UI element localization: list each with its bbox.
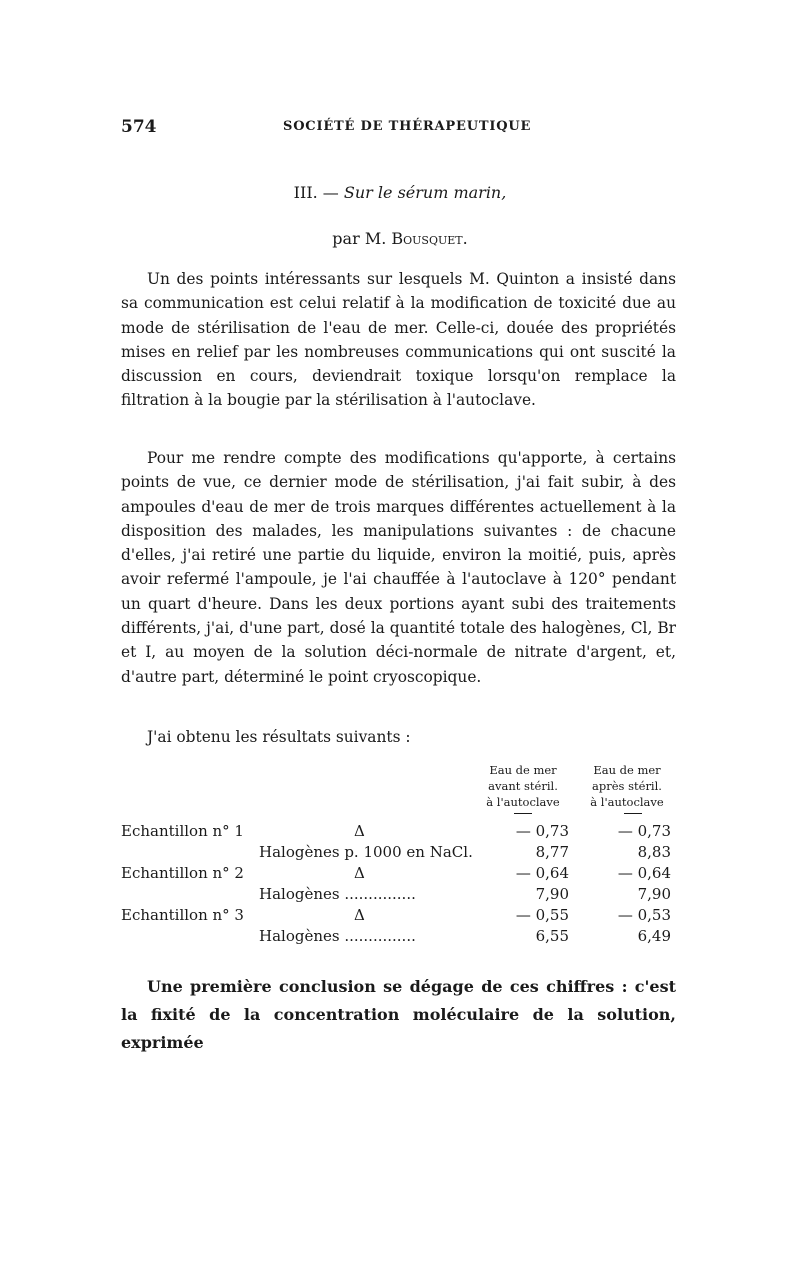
value-before: 6,55 bbox=[535, 927, 569, 945]
delta-symbol: Δ bbox=[354, 864, 365, 882]
value-before: — 0,64 bbox=[515, 864, 569, 882]
value-before: 8,77 bbox=[535, 843, 569, 861]
value-before: — 0,55 bbox=[515, 906, 569, 924]
row-label: Halogènes p. 1000 en NaCl. bbox=[259, 843, 473, 861]
value-after: 8,83 bbox=[637, 843, 671, 861]
article-title-text: Sur le sérum marin, bbox=[343, 183, 507, 202]
paragraph-3: J'ai obtenu les résultats suivants : bbox=[147, 728, 411, 746]
col1-header-line: avant stéril. bbox=[488, 779, 558, 793]
table-col2-header bbox=[577, 762, 677, 810]
row-label: Halogènes ............... bbox=[259, 927, 416, 945]
author-name: Bousquet. bbox=[391, 229, 468, 248]
table-row bbox=[121, 927, 681, 949]
article-title bbox=[0, 183, 800, 202]
page-number: 574 bbox=[121, 117, 157, 137]
table-row bbox=[121, 822, 681, 844]
value-after: 7,90 bbox=[637, 885, 671, 903]
header-rule bbox=[624, 813, 642, 814]
value-before: — 0,73 bbox=[515, 822, 569, 840]
table-row bbox=[121, 885, 681, 907]
col1-header-line: à l'autoclave bbox=[486, 795, 560, 809]
article-numeral: III. — bbox=[293, 183, 344, 202]
value-after: — 0,64 bbox=[617, 864, 671, 882]
col2-header-line: Eau de mer bbox=[593, 763, 661, 777]
row-label: Halogènes ............... bbox=[259, 885, 416, 903]
col2-header-line: après stéril. bbox=[592, 779, 662, 793]
col2-header-line: à l'autoclave bbox=[590, 795, 664, 809]
row-label: Echantillon n° 2 bbox=[121, 864, 244, 882]
delta-symbol: Δ bbox=[354, 906, 365, 924]
table-col1-header bbox=[470, 762, 576, 810]
author-prefix: par M. bbox=[332, 229, 392, 248]
col1-header-line: Eau de mer bbox=[489, 763, 557, 777]
value-after: — 0,53 bbox=[617, 906, 671, 924]
paragraph-4: Une première conclusion se dégage de ces chiffres : c'est la fixité de la concentration moléculaire de la solution, exprimée bbox=[121, 977, 676, 1052]
value-before: 7,90 bbox=[535, 885, 569, 903]
delta-symbol: Δ bbox=[354, 822, 365, 840]
table-row bbox=[121, 864, 681, 886]
article-author bbox=[0, 229, 800, 248]
value-after: 6,49 bbox=[637, 927, 671, 945]
paragraph-1: Un des points intéressants sur lesquels M. Quinton a insisté dans sa communication est celui relatif à la modification de toxicité due au mode de stérilisation de l'eau de mer. Celle-ci, douée des propriétés mises en relief par les nombreuses communications qui ont suscité la discussion en cours, deviendrait toxique lorsqu'on remplace la filtration à la bougie par la stérilisation à l'autoclave. bbox=[121, 270, 676, 410]
paragraph-2: Pour me rendre compte des modifications qu'apporte, à certains points de vue, ce dernier mode de stérilisation, j'ai fait subir, à des ampoules d'eau de mer de trois marques différentes actuellement à la disposition des malades, les manipulations suivantes : de chacune d'elles, j'ai retiré une partie du liquide, environ la moitié, puis, après avoir refermé l'ampoule, je l'ai chauffée à l'autoclave à 120° pendant un quart d'heure. Dans les deux portions ayant subi des traitements différents, j'ai, d'une part, dosé la quantité totale des halogènes, Cl, Br et I, au moyen de la solution déci-normale de nitrate d'argent, et, d'autre part, déterminé le point cryoscopique. bbox=[121, 449, 676, 686]
running-head: SOCIÉTÉ DE THÉRAPEUTIQUE bbox=[283, 119, 532, 134]
header-rule bbox=[514, 813, 532, 814]
table-row bbox=[121, 843, 681, 865]
value-after: — 0,73 bbox=[617, 822, 671, 840]
row-label: Echantillon n° 1 bbox=[121, 822, 244, 840]
row-label: Echantillon n° 3 bbox=[121, 906, 244, 924]
table-row bbox=[121, 906, 681, 928]
